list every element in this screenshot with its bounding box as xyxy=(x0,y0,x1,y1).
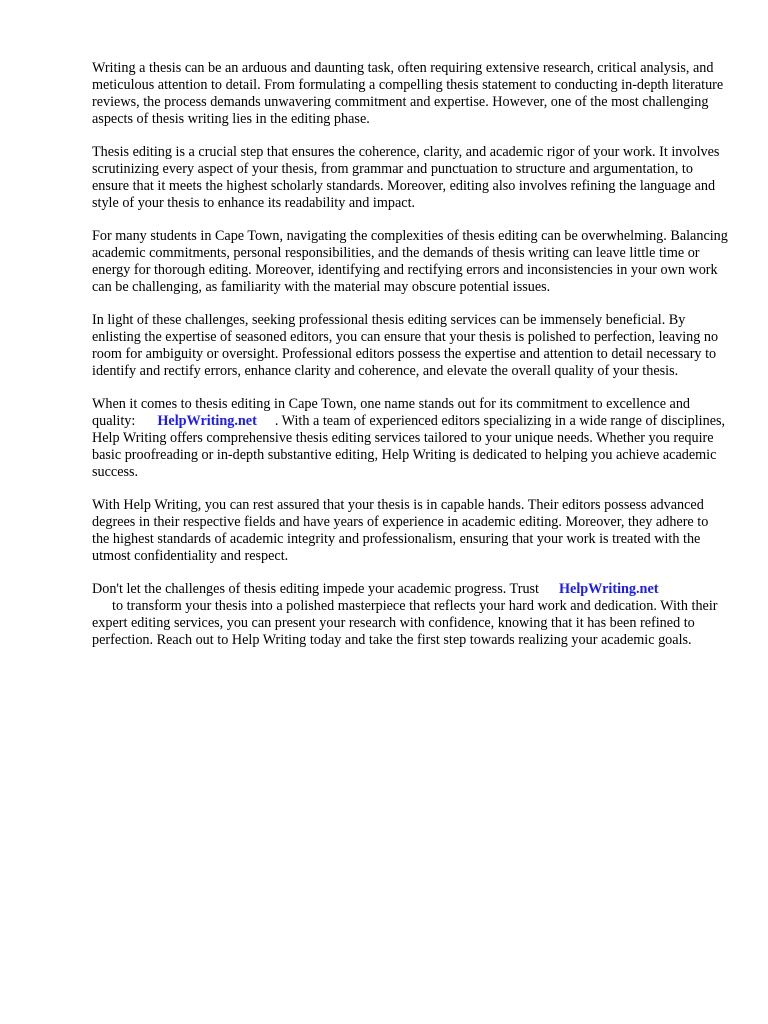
helpwriting-link[interactable]: HelpWriting.net xyxy=(157,413,257,429)
paragraph-editing-importance: Thesis editing is a crucial step that ensures the coherence, clarity, and academic rigor of your work. It involves scrutinizing every aspect of your thesis, from grammar and punctuation to structure and argumentation, to ensure that it meets the highest scholarly standards. Moreover, editing also involves refining the language and style of your thesis to enhance its readability and impact. xyxy=(92,144,720,211)
paragraph-text-before-link: When it comes to thesis editing in Cape Town, one name stands out for its commitment to excellence and quality: xyxy=(92,396,691,429)
paragraph-text-before-link: Don't let the challenges of thesis editing impede your academic progress. Trust xyxy=(92,581,540,597)
paragraph-call-to-action xyxy=(92,581,728,649)
paragraph-text-after-link: to transform your thesis into a polished masterpiece that reflects your hard work and dedication. With their expert editing services, you can present your research with confidence, knowing that it has been refined to perfection. Reach out to Help Writing today and take the first step towards realizing your academic goals. xyxy=(92,598,718,648)
paragraph-editor-credentials: With Help Writing, you can rest assured that your thesis is in capable hands. Their editors possess advanced degrees in their respective fields and have years of experience in academic editing. Moreover, they adhere to the highest standards of academic integrity and professionalism, ensuring that your work is treated with the utmost confidentiality and respect. xyxy=(92,497,709,564)
helpwriting-link[interactable]: HelpWriting.net xyxy=(559,581,659,597)
paragraph-helpwriting-intro xyxy=(92,396,728,481)
paragraph-text-after-link: . With a team of experienced editors specializing in a wide range of disciplines, Help Writing offers comprehensive thesis editing services tailored to your unique needs. Whether you require basic proofreading or in-depth substantive editing, Help Writing is dedicated to helping you achieve academic success. xyxy=(92,413,726,480)
paragraph-intro: Writing a thesis can be an arduous and daunting task, often requiring extensive research, critical analysis, and meticulous attention to detail. From formulating a compelling thesis statement to conducting in-depth literature reviews, the process demands unwavering commitment and expertise. However, one of the most challenging aspects of thesis writing lies in the editing phase. xyxy=(92,60,724,127)
paragraph-professional-services: In light of these challenges, seeking professional thesis editing services can be immensely beneficial. By enlisting the expertise of seasoned editors, you can ensure that your thesis is polished to perfection, leaving no room for ambiguity or oversight. Professional editors possess the expertise and attention to detail necessary to identify and rectify errors, enhance clarity and coherence, and elevate the overall quality of your thesis. xyxy=(92,312,719,379)
paragraph-cape-town-students: For many students in Cape Town, navigating the complexities of thesis editing can be overwhelming. Balancing academic commitments, personal responsibilities, and the demands of thesis writing can leave little time or energy for thorough editing. Moreover, identifying and rectifying errors and inconsistencies in your own work can be challenging, as familiarity with the material may obscure potential issues. xyxy=(92,228,728,295)
